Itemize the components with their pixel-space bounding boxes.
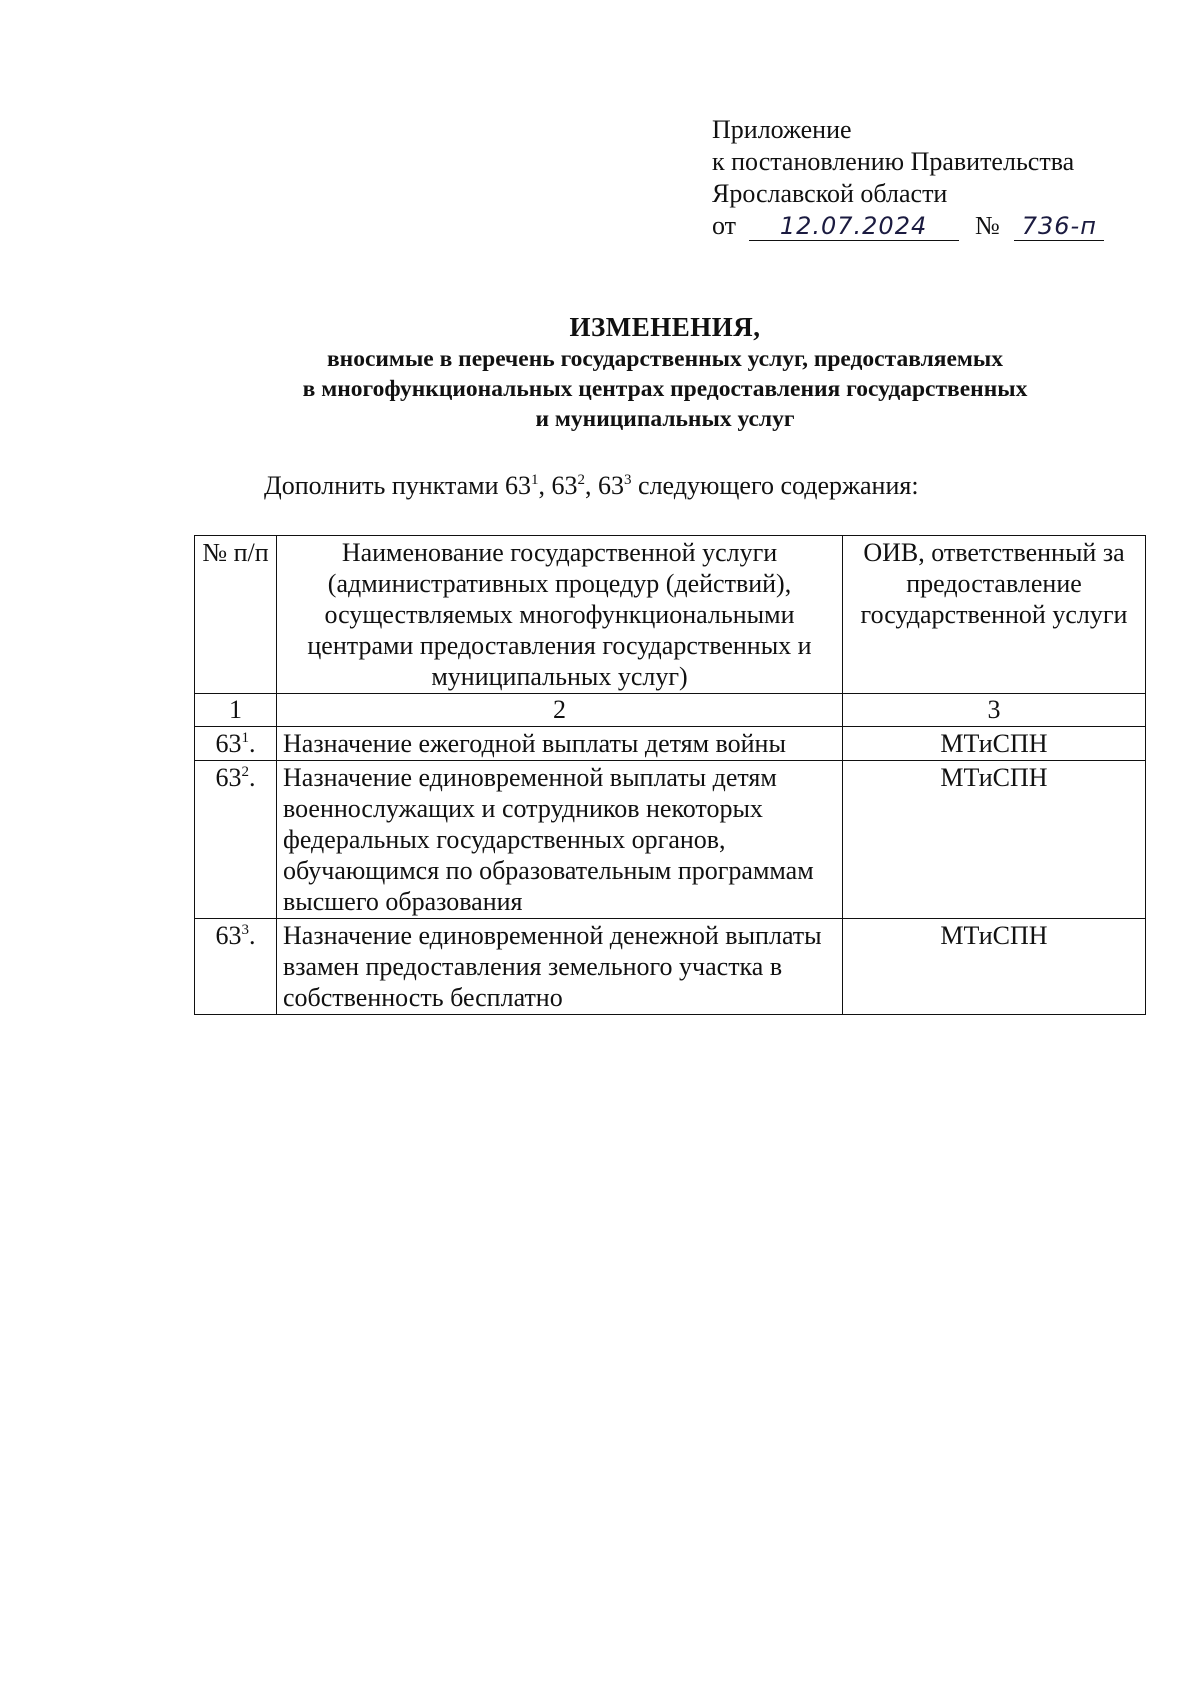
row-service-name: Назначение единовременной денежной выплаты взамен предоставления земельного участка в собственность бесплатно [277,919,843,1015]
title-line-3: и муниципальных услуг [535,406,795,432]
table-index-row [195,694,1146,727]
row-number-sup: 1 [241,730,249,746]
intro-sup-2: 2 [577,472,586,488]
index-col-1: 1 [195,694,277,727]
row-number-base: 63 [215,763,242,792]
table-row [195,761,1146,919]
row-number-sup: 3 [241,922,249,938]
intro-sup-3: 3 [624,472,632,488]
title-line-2: в многофункциональных центрах предоставления государственных [302,376,1028,402]
row-number-dot: . [249,763,256,792]
intro-text-before: Дополнить пунктами 63 [264,471,532,500]
row-number-dot: . [249,921,256,950]
row-number [195,761,277,919]
annex-block [712,114,1104,242]
row-service-name: Назначение единовременной выплаты детям военнослужащих и сотрудников некоторых федеральных государственных органов, обучающимся по образовательным программам высшего образования [277,761,843,919]
row-number-sup: 2 [241,764,249,780]
row-responsible-body: МТиСПН [843,727,1146,761]
row-responsible-body: МТиСПН [843,761,1146,919]
row-number-dot: . [249,729,256,758]
intro-sep-1: , 63 [538,471,578,500]
row-number [195,727,277,761]
handwritten-number: 736-п [1014,212,1104,241]
annex-title: Приложение [712,115,852,144]
services-table [194,535,1146,1015]
handwritten-date: 12.07.2024 [749,212,959,241]
intro-paragraph [264,470,919,502]
header-responsible-body: ОИВ, ответственный за предоставление государственной услуги [843,536,1146,694]
intro-sep-2: , 63 [585,471,625,500]
title-main: ИЗМЕНЕНИЯ, [569,312,761,342]
row-number-base: 63 [215,921,242,950]
row-service-name: Назначение ежегодной выплаты детям войны [277,727,843,761]
table-header-row [195,536,1146,694]
index-col-2: 2 [277,694,843,727]
table-row [195,919,1146,1015]
annex-date-number [712,210,1104,242]
number-prefix: № [975,211,1000,240]
index-col-3: 3 [843,694,1146,727]
document-title [0,310,1200,434]
title-line-1: вносимые в перечень государственных услуг, предоставляемых [326,346,1004,372]
row-number [195,919,277,1015]
table-row [195,727,1146,761]
intro-text-after: следующего содержания: [631,471,919,500]
annex-resolution-ref: к постановлению Правительства [712,147,1075,176]
intro-sup-1: 1 [531,472,539,488]
annex-region: Ярославской области [712,179,948,208]
row-number-base: 63 [215,729,242,758]
header-number: № п/п [195,536,277,694]
header-service-name: Наименование государственной услуги (административных процедур (действий), осуществляемых многофункциональными центрами предоставления государственных и муниципальных услуг) [277,536,843,694]
date-prefix: от [712,211,737,240]
row-responsible-body: МТиСПН [843,919,1146,1015]
